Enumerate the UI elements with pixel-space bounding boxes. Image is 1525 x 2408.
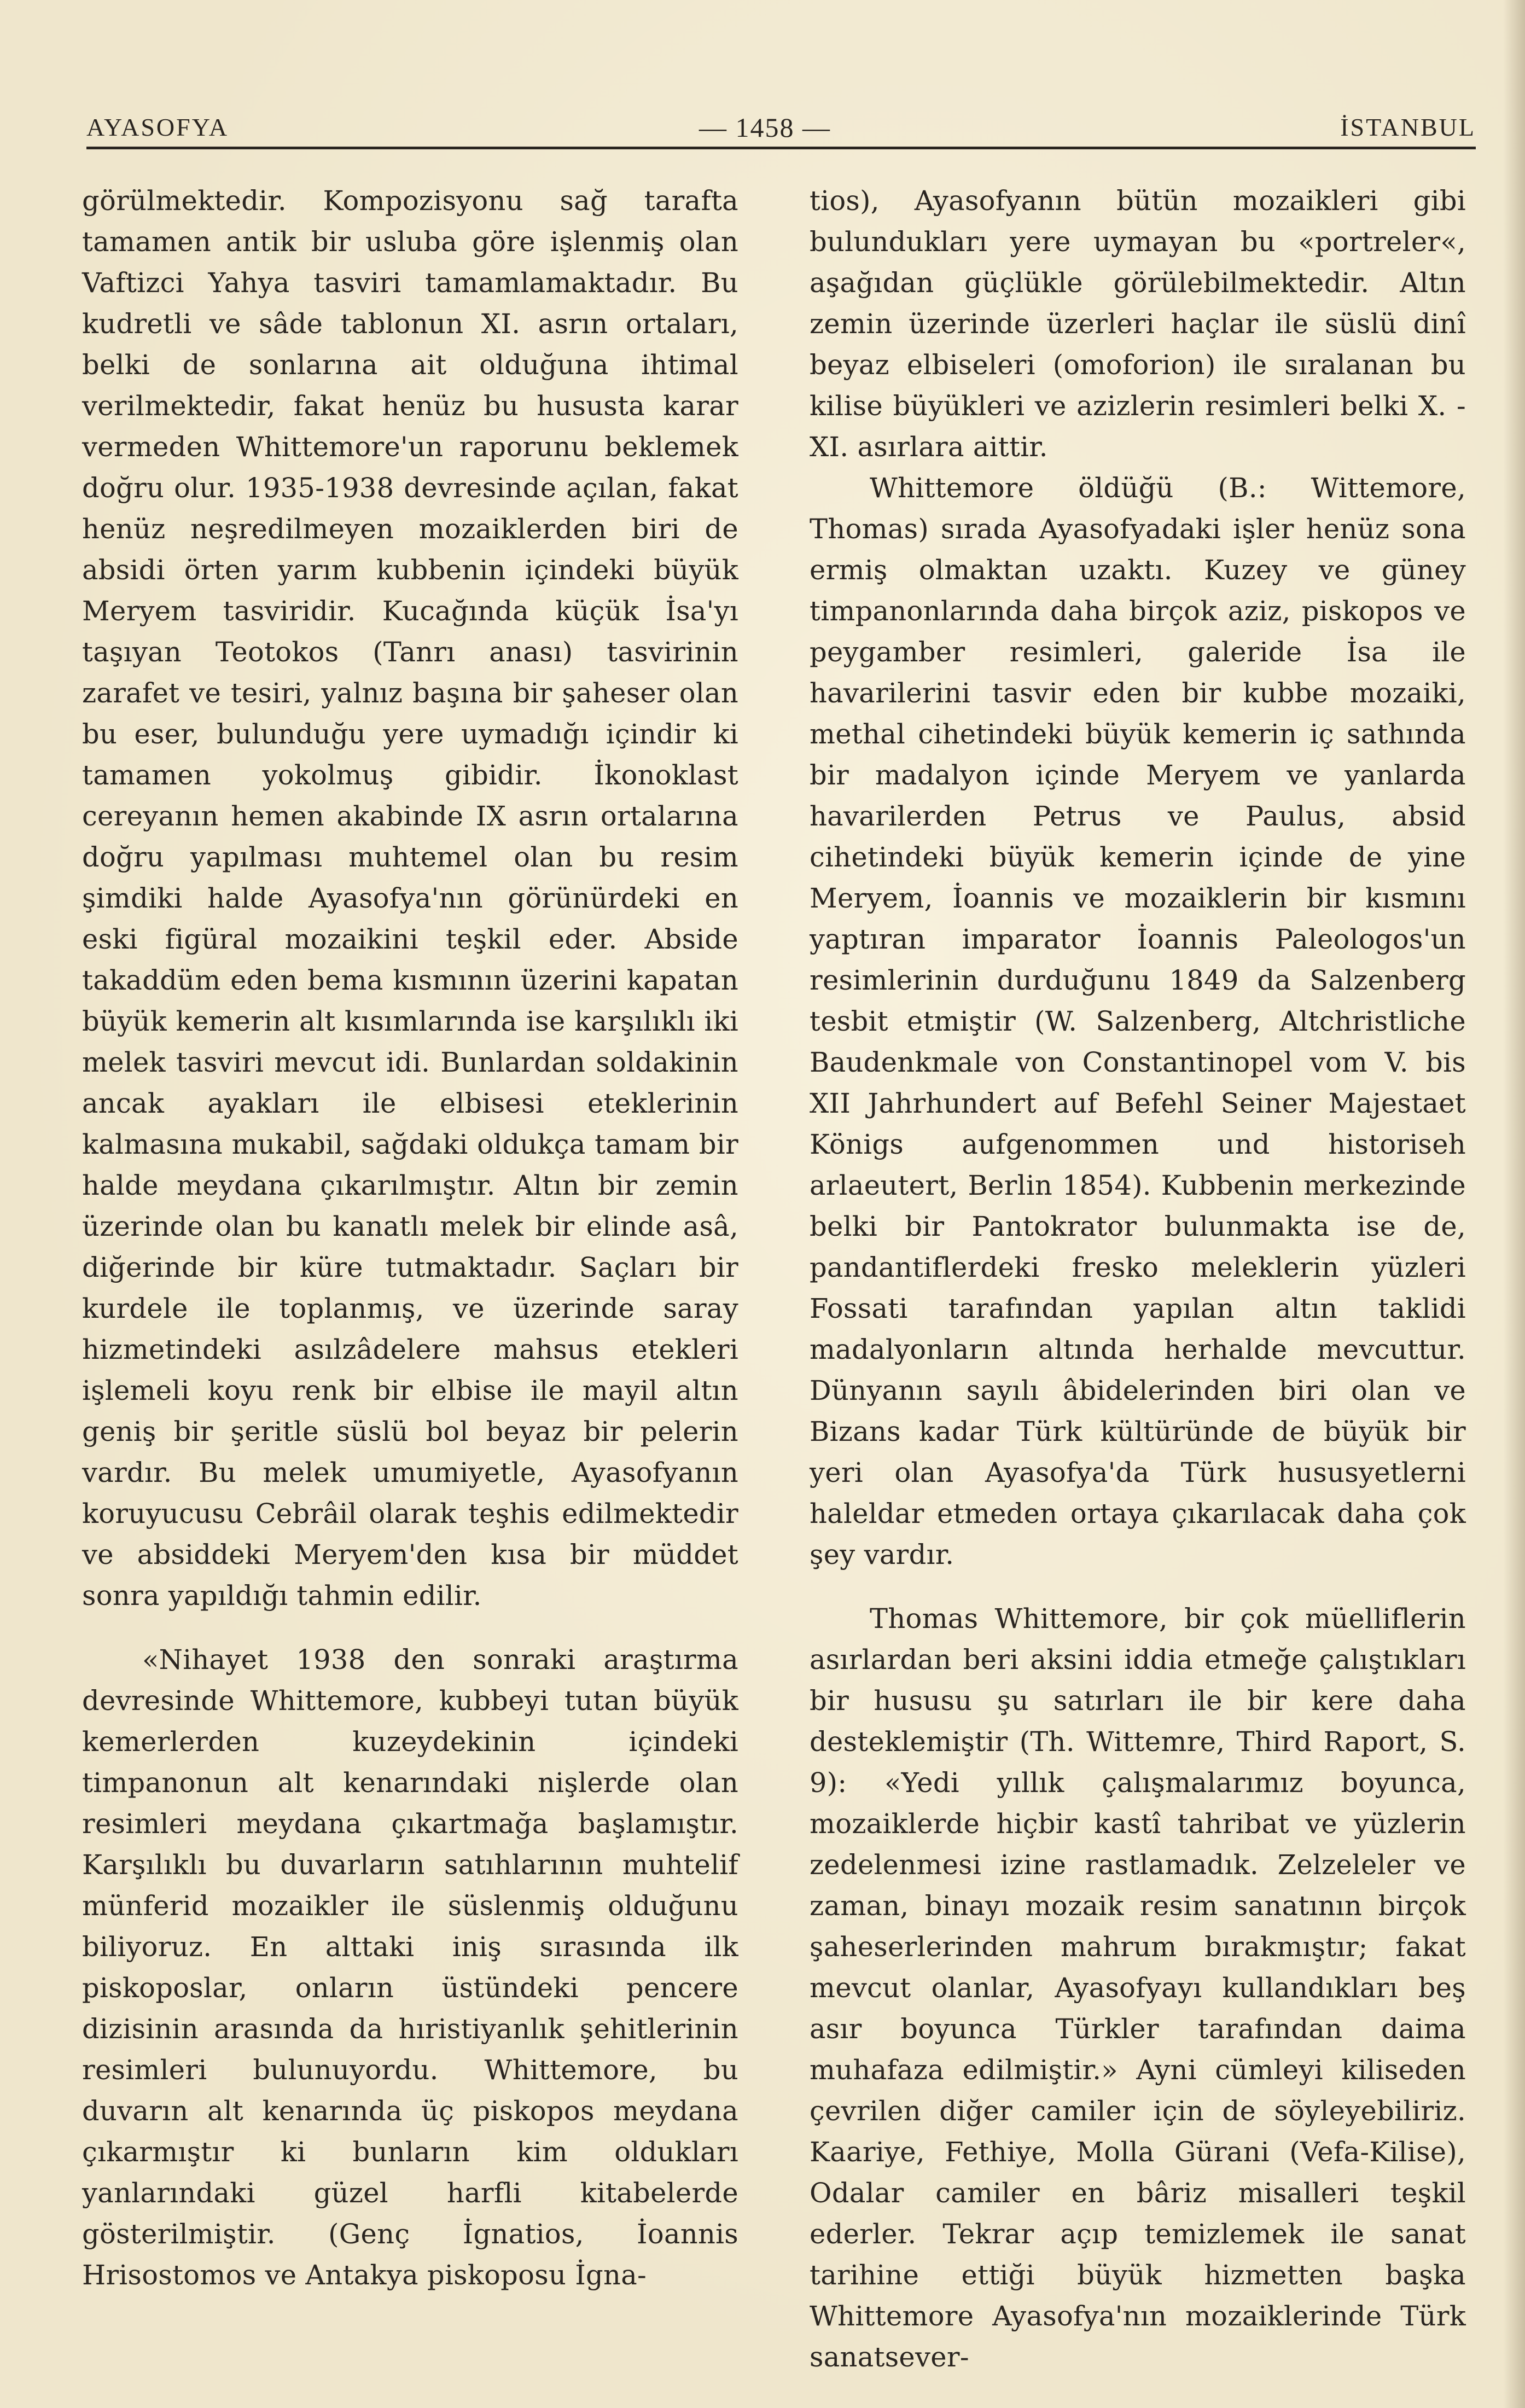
running-header (86, 97, 1476, 147)
header-rule (86, 147, 1476, 149)
left-paragraph-1: görülmektedir. Kompozisyonu sağ tarafta tamamen antik bir usluba göre işlenmiş olan Vaftizci Yahya tasviri tamamlamaktadır. Bu kudretli ve sâde tablonun XI. asrın ortaları, belki de sonlarına ait olduğuna ihtimal verilmektedir, fakat henüz bu hususta karar vermeden Whittemore'un raporunu beklemek doğru olur. 1935-1938 devresinde açılan, fakat henüz neşredilmeyen mozaiklerden biri de absidi örten yarım kubbenin içindeki büyük Meryem tasviridir. Kucağında küçük İsa'yı taşıyan Teotokos (Tanrı anası) tasvirinin zarafet ve tesiri, yalnız başına bir şaheser olan bu eser, bulunduğu yere uymadığı içindir ki tamamen yokolmuş gibidir. İkonoklast cereyanın hemen akabinde IX asrın ortalarına doğru yapılması muhtemel olan bu resim şimdiki halde Ayasofya'nın görünürdeki en eski figüral mozaikini teşkil eder. Abside takaddüm eden bema kısmının üzerini kapatan büyük kemerin alt kısımlarında ise karşılıklı iki melek tasviri mevcut idi. Bunlardan soldakinin ancak ayakları ile elbisesi eteklerinin kalmasına mukabil, sağdaki oldukça tamam bir halde meydana çıkarılmıştır. Altın bir zemin üzerinde olan bu kanatlı melek bir elinde asâ, diğerinde bir küre tutmaktadır. Saçları bir kurdele ile toplanmış, ve üzerinde saray hizmetindeki asılzâdelere mahsus etekleri işlemeli koyu renk bir elbise ile mayil altın geniş bir şeritle süslü bol beyaz bir pelerin vardır. Bu melek umumiyetle, Ayasofyanın koruyucusu Cebrâil olarak teşhis edilmektedir ve absiddeki Meryem'den kısa bir müddet sonra yapıldığı tahmin edilir. (82, 185, 738, 1612)
right-paragraph-2: Whittemore öldüğü (B.: Wittemore, Thomas) sırada Ayasofyadaki işler henüz sona ermiş olmaktan uzaktı. Kuzey ve güney timpanonlarında daha birçok aziz, piskopos ve peygamber resimleri, galeride İsa ile havarilerini tasvir eden bir kubbe mozaiki, methal cihetindeki büyük kemerin iç sathında bir madalyon içinde Meryem ve yanlarda havarilerden Petrus ve Paulus, absid cihetindeki büyük kemerin içinde de yine Meryem, İoannis ve mozaiklerin bir kısmını yaptıran imparator İoannis Paleologos'un resimlerinin durduğunu 1849 da Salzenberg tesbit etmiştir (W. Salzenberg, Altchristliche Baudenkmale von Constantinopel vom V. bis XII Jahrhundert auf Befehl Seiner Majestaet Königs aufgenommen und historiseh arlaeutert, Berlin 1854). Kubbenin merkezinde belki bir Pantokrator bulunmakta ise de, pandantiflerdeki fresko meleklerin yüzleri Fossati tarafından yapılan altın taklidi madalyonların altında herhalde mevcuttur. Dünyanın sayılı âbidelerinden biri olan ve Bizans kadar Türk kültüründe de büyük bir yeri olan Ayasofya'da Türk hususyetlerni haleldar etmeden ortaya çıkarılacak daha çok şey vardır. (810, 472, 1466, 1571)
left-paragraph-2: «Nihayet 1938 den sonraki araştırma devresinde Whittemore, kubbeyi tutan büyük kemerlerden kuzeydekinin içindeki timpanonun alt kenarındaki nişlerde olan resimleri meydana çıkartmağa başlamıştır. Karşılıklı bu duvarların satıhlarının muhtelif münferid mozaikler ile süslenmiş olduğunu biliyoruz. En alttaki iniş sırasında ilk piskoposlar, onların üstündeki pencere dizisinin arasında da hıristiyanlık şehitlerinin resimleri bulunuyordu. Whittemore, bu duvarın alt kenarında üç piskopos meydana çıkarmıştır ki bunların kim oldukları yanlarındaki güzel harfli kitabelerde gösterilmiştir. (Genç İgnatios, İoannis Hrisostomos ve Antakya piskoposu İgna- (82, 1644, 738, 2291)
page-number: — 1458 — (699, 112, 831, 143)
right-paragraph-3: Thomas Whittemore, bir çok müelliflerin asırlardan beri aksini iddia etmeğe çalıştıkları bir hususu şu satırları ile bir kere daha desteklemiştir (Th. Wittemre, Third Raport, S. 9): «Yedi yıllık çalışmalarımız boyunca, mozaiklerde hiçbir kastî tahribat ve yüzlerin zedelenmesi izine rastlamadık. Zelzeleler ve zaman, binayı mozaik resim sanatının birçok şaheserlerinden mahrum bırakmıştır; fakat mevcut olanlar, Ayasofyayı kullandıkları beş asır boyunca Türkler tarafından daima muhafaza edilmiştir.» Ayni cümleyi kiliseden çevrilen diğer camiler için de söyleyebiliriz. Kaariye, Fethiye, Molla Gürani (Vefa-Kilise), Odalar camiler en bâriz misalleri teşkil ederler. Tekrar açıp temizlemek ile sanat tarihine ettiği büyük hizmetten başka Whittemore Ayasofya'nın mozaiklerinde Türk sanatsever- (810, 1603, 1466, 2373)
header-city-title: İSTANBUL (1340, 113, 1476, 141)
header-section-title: AYASOFYA (86, 113, 229, 141)
page-edge-shadow (1503, 0, 1525, 2408)
right-column (810, 181, 1466, 2373)
right-paragraph-1: tios), Ayasofyanın bütün mozaikleri gibi bulundukları yere uymayan bu «portreler«, aşağıdan güçlükle görülebilmektedir. Altın zemin üzerinde üzerleri haçlar ile süslü dinî beyaz elbiseleri (omoforion) ile sıralanan bu kilise büyükleri ve azizlerin resimleri belki X. - XI. asırlara aittir. (810, 185, 1466, 463)
left-column (82, 181, 738, 2291)
